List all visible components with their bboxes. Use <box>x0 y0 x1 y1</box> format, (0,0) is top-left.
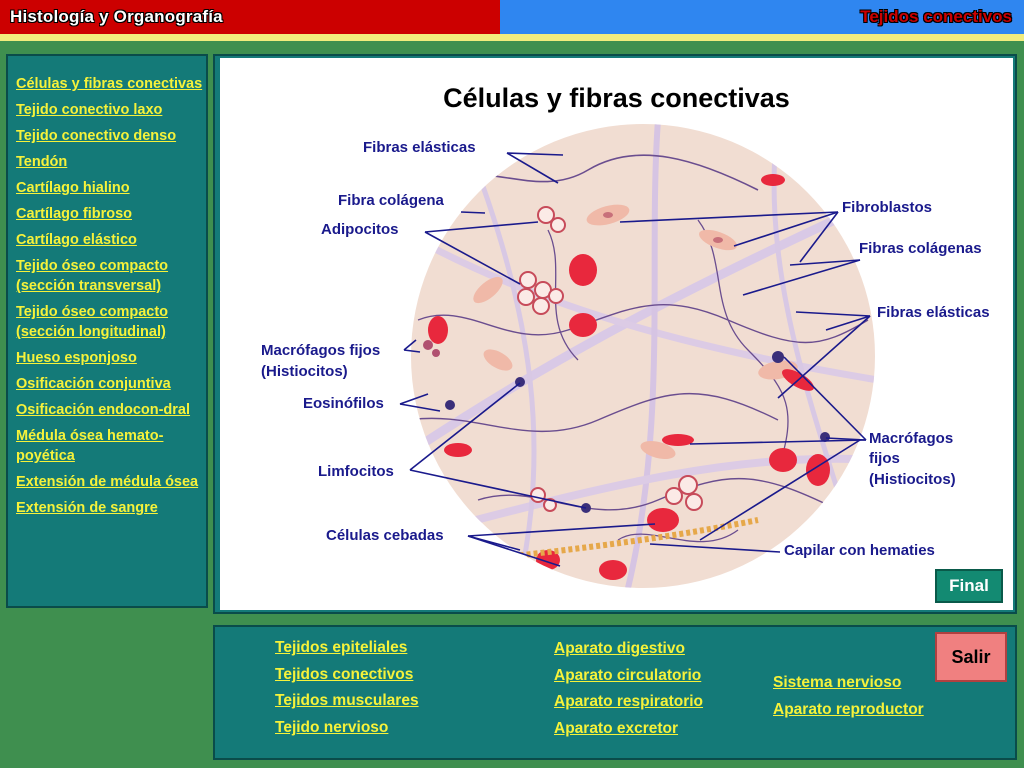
connective-tissue-micrograph <box>398 120 878 588</box>
sidebar-item-cartilago-elastico[interactable]: Cartílago elástico <box>16 232 137 248</box>
final-button[interactable]: Final <box>935 569 1003 603</box>
nav-tejido-nervioso[interactable]: Tejido nervioso <box>275 719 389 736</box>
label-fibras-elasticas-right: Fibras elásticas <box>877 304 990 321</box>
nav-aparato-circulatorio[interactable]: Aparato circulatorio <box>554 667 702 684</box>
sidebar-item-osificacion-endocondral[interactable]: Osificación endocon-dral <box>16 402 191 418</box>
sidebar-nav <box>6 54 208 608</box>
nav-sistema-nervioso[interactable]: Sistema nervioso <box>773 674 902 691</box>
label-macrofagos-right-3: (Histiocitos) <box>869 471 956 488</box>
sidebar-item-osificacion-conjuntiva[interactable]: Osificación conjuntiva <box>16 376 171 392</box>
sidebar-item-conectivo-laxo[interactable]: Tejido conectivo laxo <box>16 102 163 118</box>
label-fibras-elasticas-left: Fibras elásticas <box>363 139 476 156</box>
label-capilar-hematies: Capilar con hematies <box>784 542 935 559</box>
label-limfocitos: Limfocitos <box>318 463 394 480</box>
nav-tejidos-conectivos[interactable]: Tejidos conectivos <box>275 666 414 683</box>
sidebar-item-oseo-longitudinal[interactable]: Tejido óseo compacto (sección longitudinal) <box>16 304 169 340</box>
label-adipocitos: Adipocitos <box>321 221 399 238</box>
nav-tejidos-epiteliales[interactable]: Tejidos epiteliales <box>275 639 408 656</box>
sidebar-item-celulas-fibras[interactable]: Células y fibras conectivas <box>16 76 203 92</box>
nav-aparato-respiratorio[interactable]: Aparato respiratorio <box>554 693 704 710</box>
section-title: Tejidos conectivos <box>860 7 1012 26</box>
sidebar-item-cartilago-hialino[interactable]: Cartílago hialino <box>16 180 130 196</box>
page-title: Células y fibras conectivas <box>443 83 790 113</box>
app-title: Histología y Organografía <box>10 7 223 26</box>
exit-button[interactable]: Salir <box>935 632 1007 682</box>
label-macrofagos-right-1: Macrófagos <box>869 430 954 447</box>
sidebar-item-oseo-transversal[interactable]: Tejido óseo compacto (sección transversal) <box>16 258 169 294</box>
label-fibroblastos: Fibroblastos <box>842 199 933 216</box>
sidebar-item-tendon[interactable]: Tendón <box>16 154 68 170</box>
label-macrofagos-right-2: fijos <box>869 450 900 467</box>
header-divider <box>0 34 1024 41</box>
sidebar-item-conectivo-denso[interactable]: Tejido conectivo denso <box>16 128 177 144</box>
nav-aparato-reproductor[interactable]: Aparato reproductor <box>773 701 924 718</box>
label-eosinofilos: Eosinófilos <box>303 395 384 412</box>
label-macrofagos-left-2: (Histiocitos) <box>261 363 348 380</box>
nav-tejidos-musculares[interactable]: Tejidos musculares <box>275 692 419 709</box>
nav-aparato-digestivo[interactable]: Aparato digestivo <box>554 640 685 657</box>
nav-aparato-excretor[interactable]: Aparato excretor <box>554 720 679 737</box>
label-fibra-colagena: Fibra colágena <box>338 192 444 209</box>
sidebar-item-extension-sangre[interactable]: Extensión de sangre <box>16 500 158 516</box>
sidebar-item-medula-hematopoyetica[interactable]: Médula ósea hemato-poyética <box>16 428 164 464</box>
label-celulas-cebadas: Células cebadas <box>326 527 444 544</box>
sidebar-item-extension-medula[interactable]: Extensión de médula ósea <box>16 474 199 490</box>
sidebar-item-cartilago-fibroso[interactable]: Cartílago fibroso <box>16 206 133 222</box>
label-macrofagos-left-1: Macrófagos fijos <box>261 342 381 359</box>
sidebar-item-hueso-esponjoso[interactable]: Hueso esponjoso <box>16 350 137 366</box>
label-fibras-colagenas-right: Fibras colágenas <box>859 240 982 257</box>
